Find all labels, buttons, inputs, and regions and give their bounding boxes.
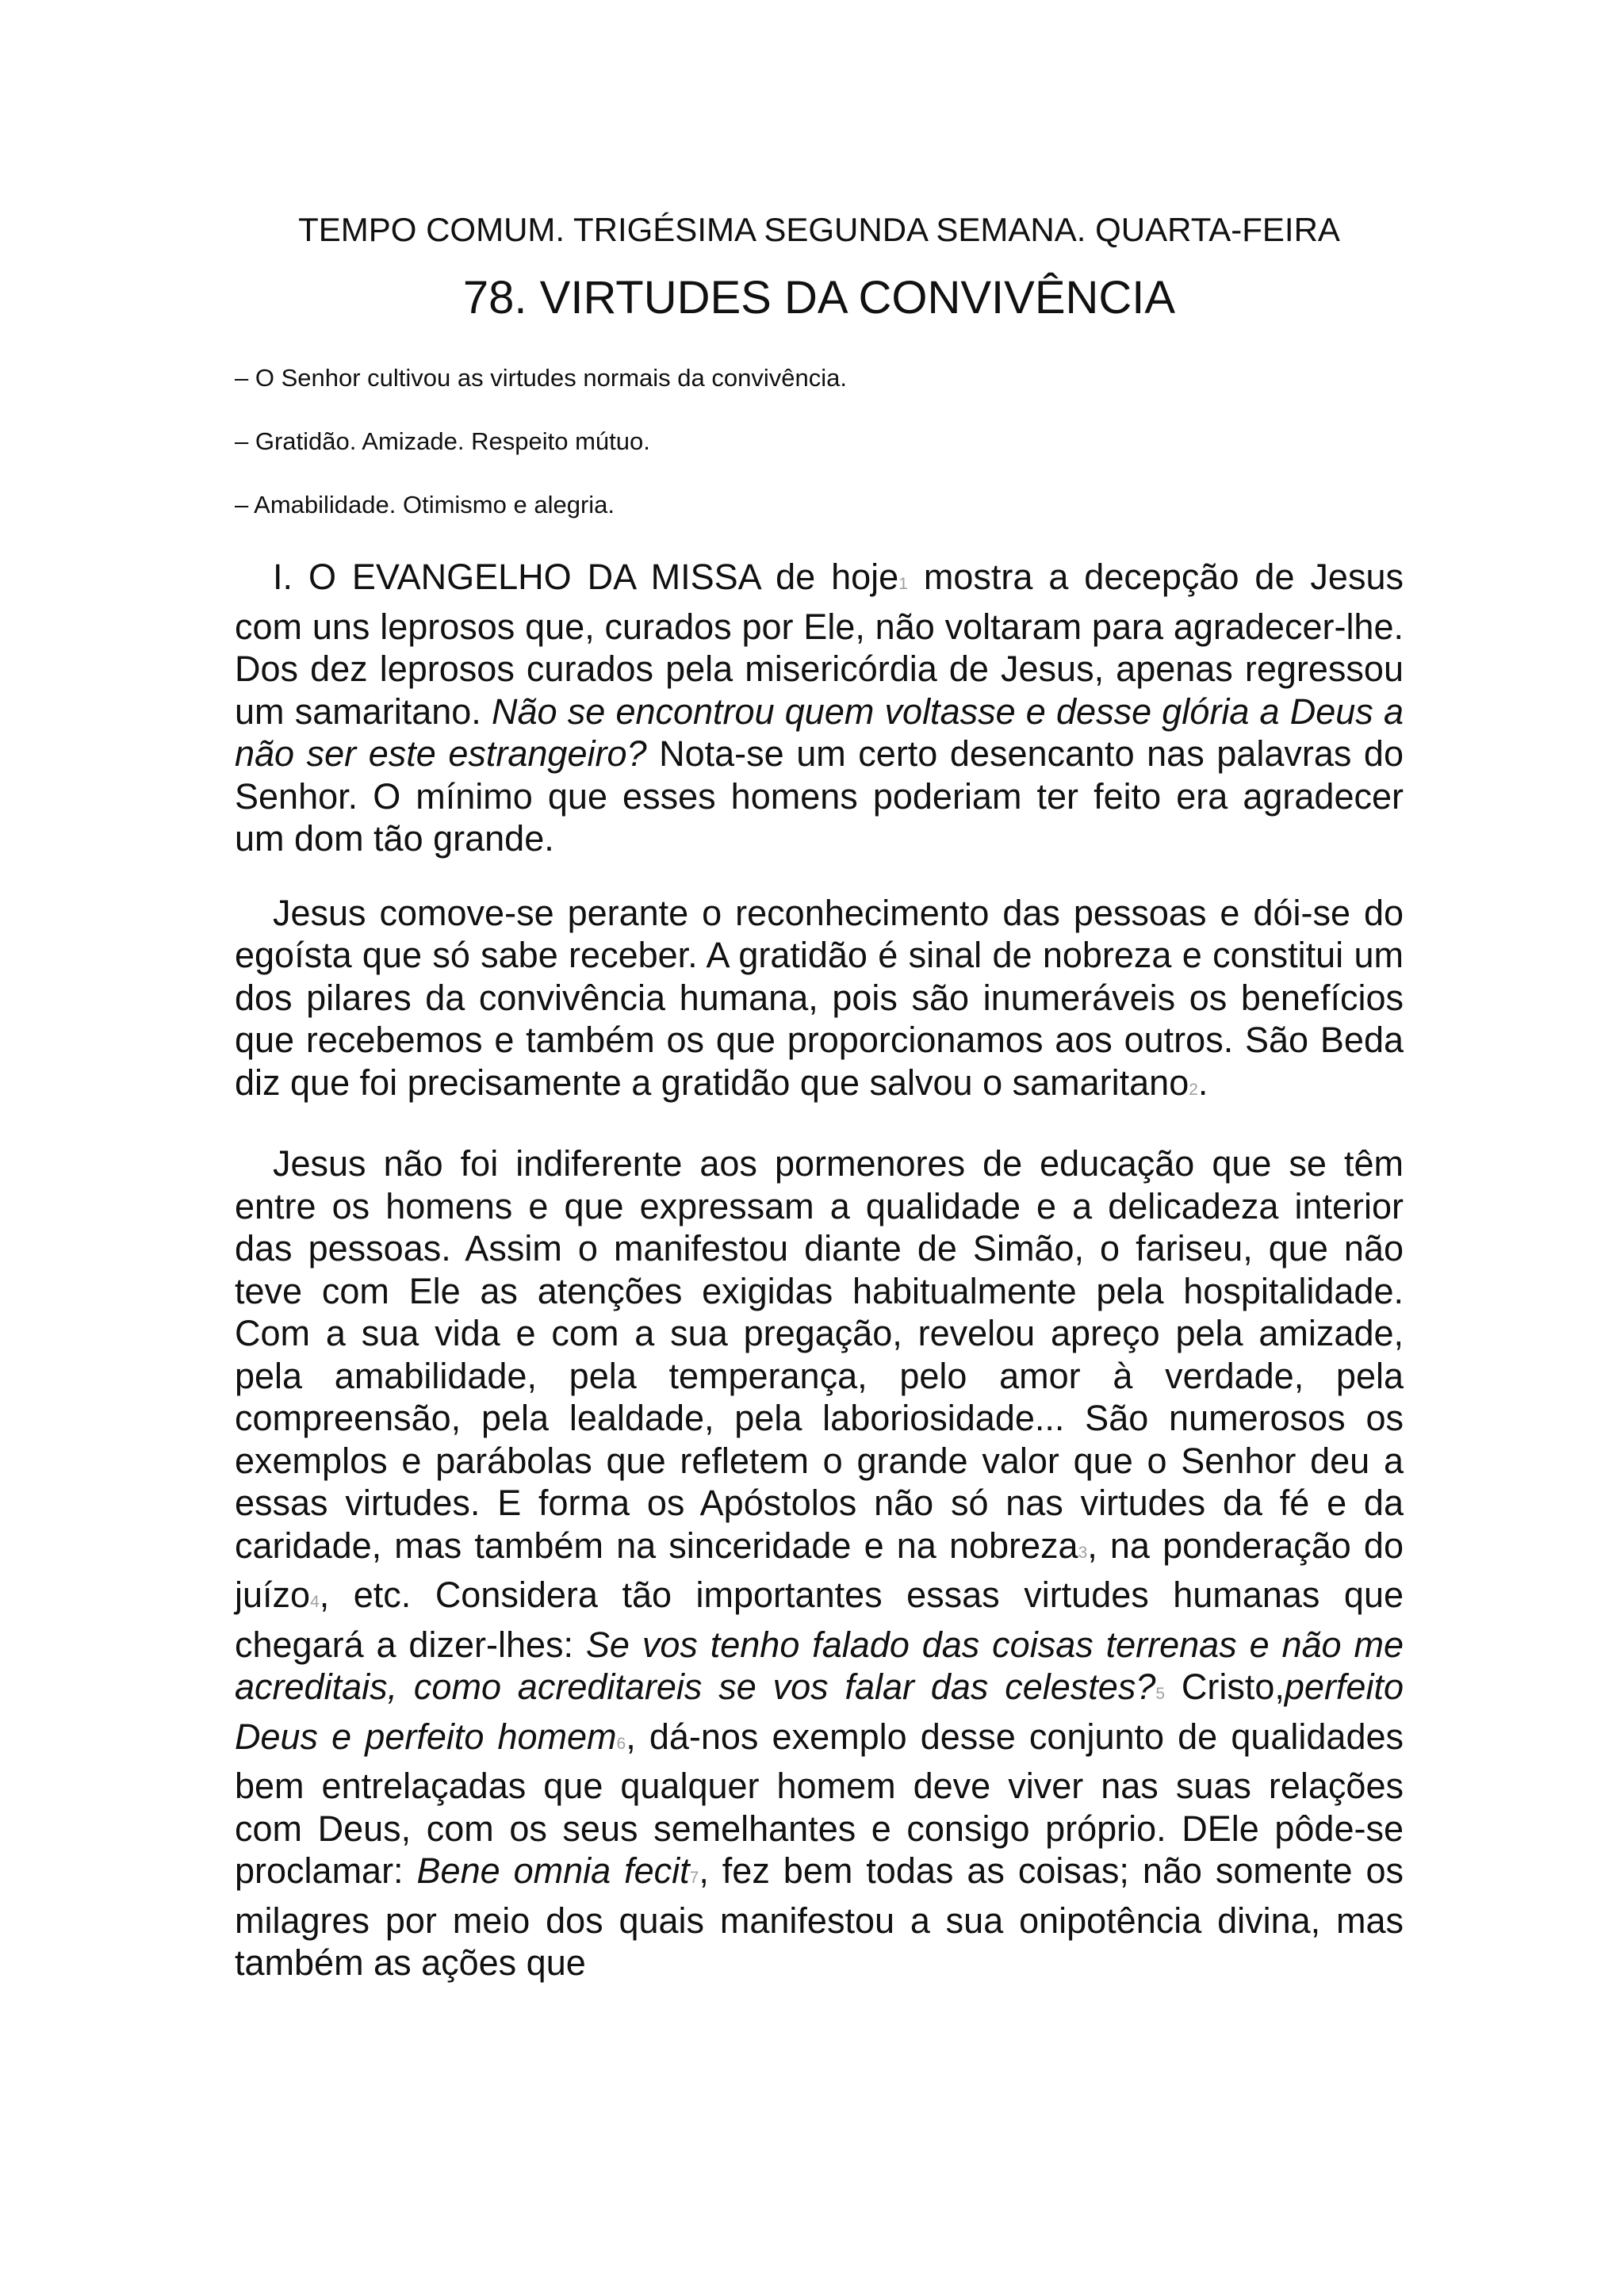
italic-quote: Bene omnia fecit xyxy=(416,1850,690,1891)
text-run: , fez bem todas as coisas; não somente os milagres por meio dos quais manifestou a sua onipotência divina, mas também as ações que xyxy=(235,1850,1404,1983)
footnote-ref[interactable]: 7 xyxy=(689,1869,699,1887)
liturgical-season-heading: TEMPO COMUM. TRIGÉSIMA SEGUNDA SEMANA. QUARTA-FEIRA xyxy=(298,211,1340,248)
text-run: Nota-se um certo desencanto nas palavras do Senhor. O mínimo que esses homens poderiam ter feito era agradecer um dom tão grande. xyxy=(235,733,1404,859)
text-run: , na ponderação do juízo xyxy=(235,1525,1404,1615)
summary-point: – O Senhor cultivou as virtudes normais da convivência. xyxy=(235,364,847,392)
footnote-ref[interactable]: 4 xyxy=(310,1593,320,1611)
text-run: Cristo, xyxy=(1165,1667,1285,1707)
footnote-ref[interactable]: 3 xyxy=(1078,1543,1088,1562)
paragraph-1 xyxy=(235,556,1404,860)
summary-point: – Amabilidade. Otimismo e alegria. xyxy=(235,491,615,519)
text-run: mostra a decepção de Jesus com uns leprosos que, curados por Ele, não voltaram para agradecer-lhe. Dos dez leprosos curados pela misericórdia de Jesus, apenas regressou um samaritano. xyxy=(235,557,1404,732)
text-run: Jesus não foi indiferente aos pormenores de educação que se têm entre os homens e que expressam a qualidade e a delicadeza interior das pessoas. Assim o manifestou diante de Simão, o fariseu, que não teve com Ele as atenções exigidas habitualmente pela hospitalidade. Com a sua vida e com a sua pregação, revelou apreço pela amizade, pela amabilidade, pela temperança, pelo amor à verdade, pela compreensão, pela lealdade, pela laboriosidade... São numerosos os exemplos e parábolas que refletem o grande valor que o Senhor deu a essas virtudes. E forma os Apóstolos não só nas virtudes da fé e da caridade, mas também na sinceridade e na nobreza xyxy=(235,1143,1404,1566)
italic-quote: perfeito Deus e perfeito homem xyxy=(235,1667,1404,1757)
chapter-title: 78. VIRTUDES DA CONVIVÊNCIA xyxy=(462,272,1176,323)
text-run: . xyxy=(1197,1062,1208,1103)
text-run: I. O EVANGELHO DA MISSA de hoje xyxy=(273,557,899,597)
paragraph-2 xyxy=(235,892,1404,1112)
footnote-ref[interactable]: 6 xyxy=(616,1734,626,1753)
text-run: Jesus comove-se perante o reconhecimento das pessoas e dói-se do egoísta que só sabe receber. A gratidão é sinal de nobreza e constitui um dos pilares da convivência humana, pois são inumeráveis os benefícios que recebemos e também os que proporcionamos aos outros. São Beda diz que foi precisamente a gratidão que salvou o samaritano xyxy=(235,892,1404,1103)
paragraph-3 xyxy=(235,1142,1404,1984)
footnote-ref[interactable]: 1 xyxy=(898,575,908,593)
italic-quote: Se vos tenho falado das coisas terrenas e não me acreditais, como acreditareis se vos falar das celestes? xyxy=(235,1624,1404,1707)
summary-point: – Gratidão. Amizade. Respeito mútuo. xyxy=(235,427,650,455)
summary-points xyxy=(235,362,1404,521)
footnote-ref[interactable]: 2 xyxy=(1189,1080,1198,1099)
italic-quote: Não se encontrou quem voltasse e desse glória a Deus a não ser este estrangeiro? xyxy=(235,691,1404,774)
text-run: , dá-nos exemplo desse conjunto de qualidades bem entrelaçadas que qualquer homem deve viver nas suas relações com Deus, com os seus semelhantes e consigo próprio. DEle pôde-se proclamar: xyxy=(235,1716,1404,1891)
document-page xyxy=(235,208,1404,1984)
footnote-ref[interactable]: 5 xyxy=(1155,1685,1166,1703)
text-run: , etc. Considera tão importantes essas virtudes humanas que chegará a dizer-lhes: xyxy=(235,1575,1404,1665)
